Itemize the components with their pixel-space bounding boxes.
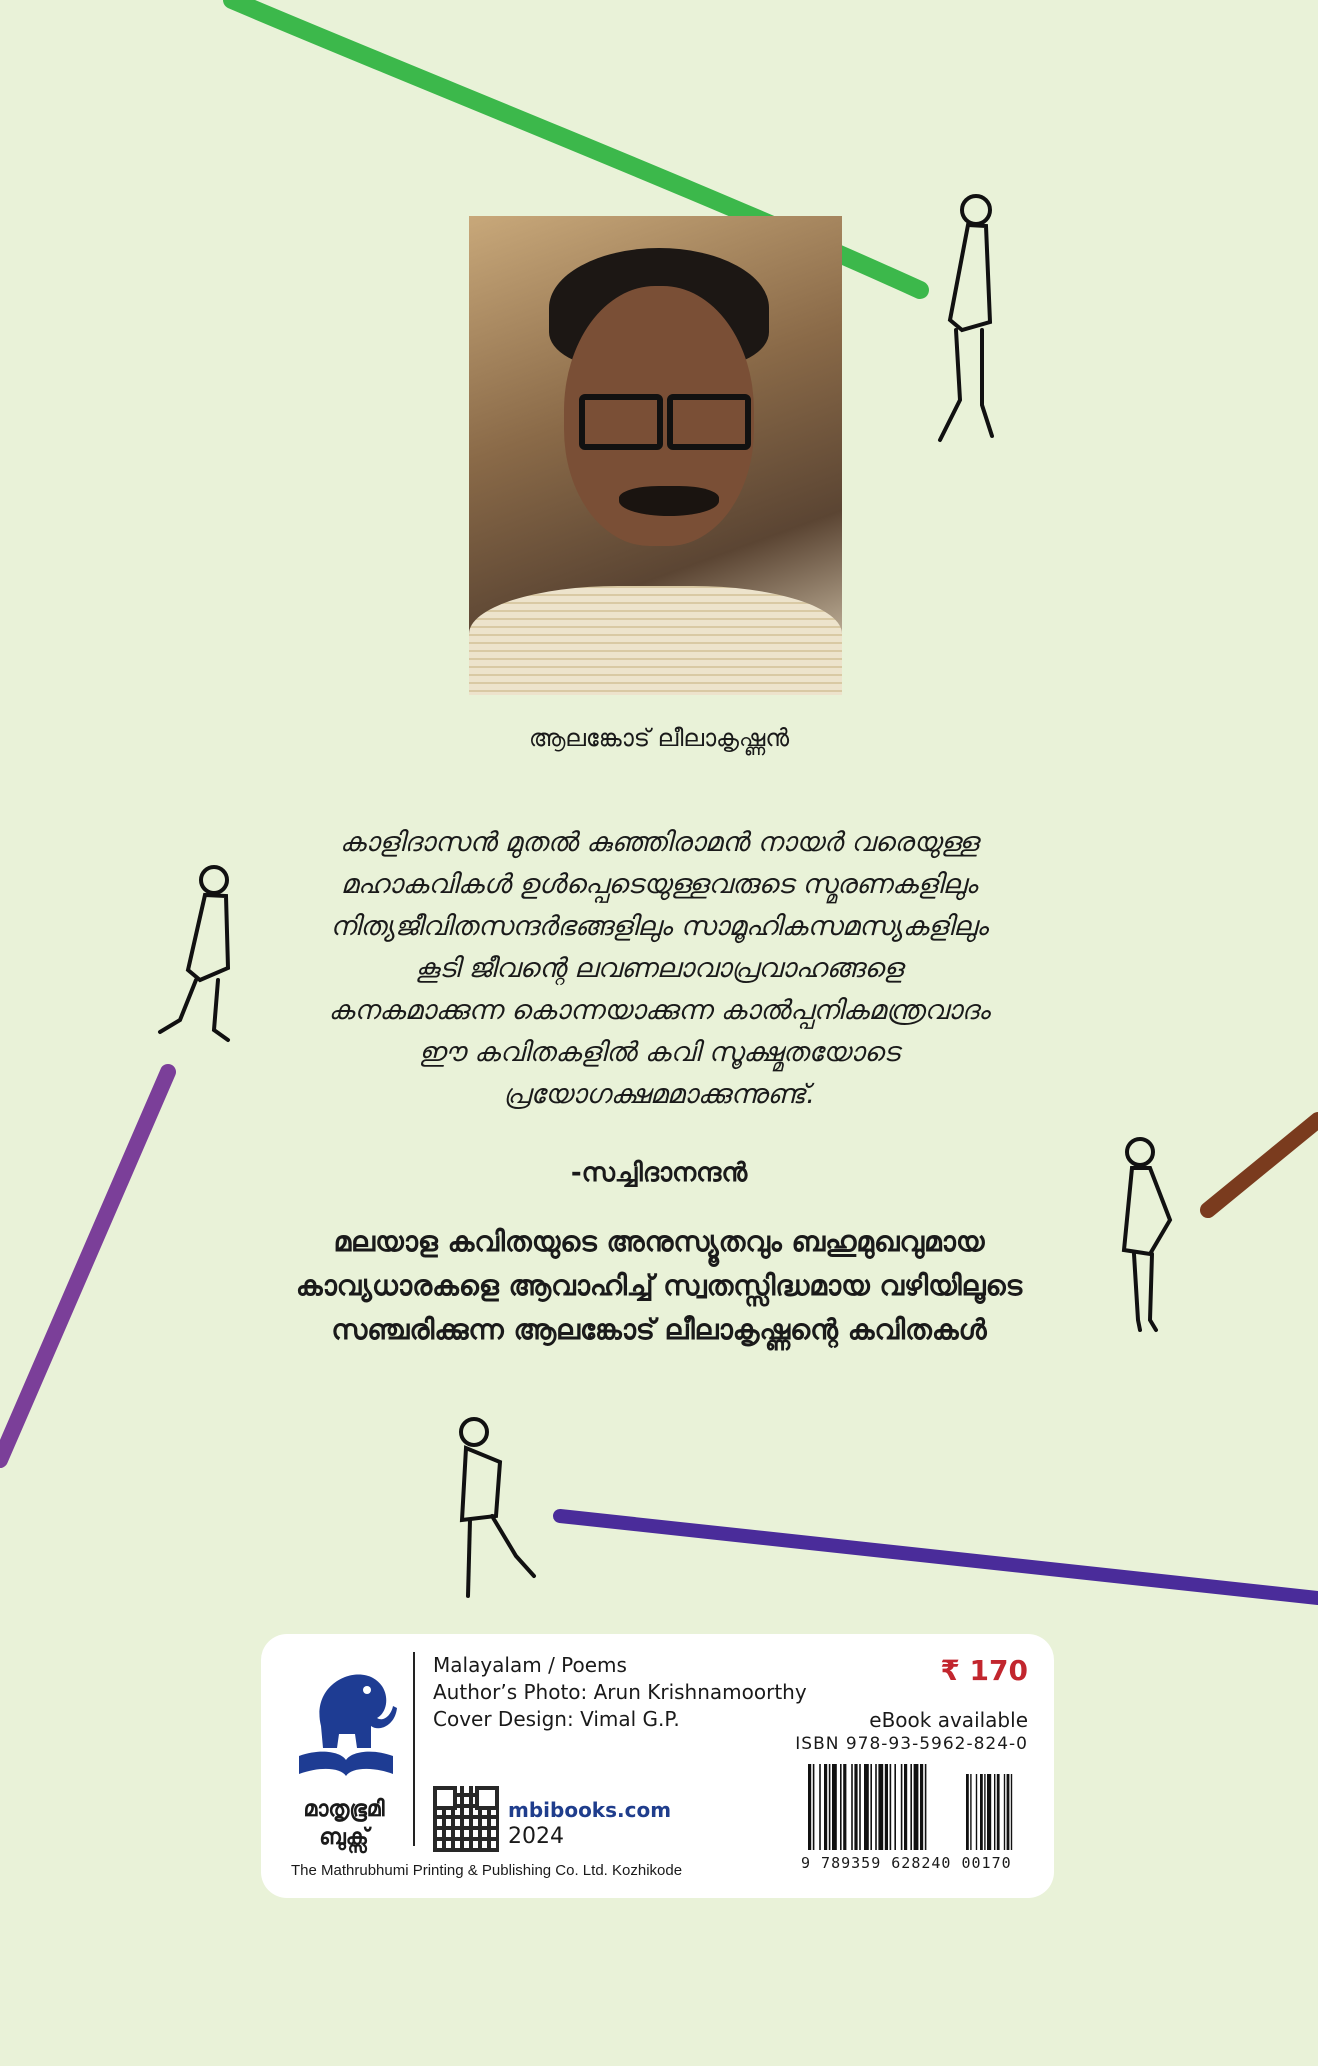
barcode-bar (832, 1764, 837, 1850)
qr-code-icon (433, 1786, 499, 1852)
printer-name: The Mathrubhumi Printing & Publishing Co. Ltd. Kozhikode (291, 1862, 683, 1879)
tagline-line: കാവ്യധാരകളെ ആവാഹിച്ച് സ്വതസ്സിദ്ധമായ വഴിയിലൂടെ (295, 1269, 1023, 1302)
barcode-bar (843, 1764, 846, 1850)
glasses-left-lens (579, 394, 663, 450)
barcode-bar (870, 1764, 872, 1850)
barcode-bar (914, 1764, 919, 1850)
book-tagline (200, 1220, 1118, 1352)
card-divider (413, 1652, 415, 1846)
book-credits (433, 1652, 807, 1733)
publisher-name (289, 1796, 399, 1852)
walking-figure-bottom (461, 1419, 534, 1596)
barcode-bar (987, 1774, 991, 1850)
barcode-bar (878, 1764, 883, 1850)
barcode-bar (966, 1774, 969, 1850)
barcode-digits: 9 789359 628240 00170 (801, 1854, 1012, 1872)
barcode-bar (1011, 1774, 1012, 1850)
book-category: Malayalam / Poems (433, 1653, 627, 1677)
glasses-right-lens (667, 394, 751, 450)
isbn-number: ISBN 978-93-5962-824-0 (795, 1734, 1028, 1754)
book-price: ₹ 170 (940, 1654, 1028, 1687)
barcode-bar (840, 1764, 842, 1850)
barcode-bar (813, 1764, 815, 1850)
barcode-bar (980, 1774, 983, 1850)
barcode-bar (1004, 1774, 1005, 1850)
ebook-availability: eBook available (869, 1708, 1028, 1732)
barcode-bar (910, 1764, 912, 1850)
barcode-bar (875, 1764, 877, 1850)
publisher-elephant-logo-icon (291, 1656, 401, 1786)
walking-figure-left (160, 867, 228, 1040)
publisher-info-card (261, 1634, 1054, 1898)
barcode-bar (854, 1764, 857, 1850)
blurb-line: ഈ കവിതകളിൽ കവി സൂക്ഷ്മതയോടെ (418, 1037, 900, 1068)
tagline-line: സഞ്ചരിക്കുന്ന ആലങ്കോട് ലീലാകൃഷ്ണന്റെ കവിതകൾ (331, 1313, 987, 1346)
blurb-line: നിത്യജീവിതസന്ദർഭങ്ങളിലും സാമൂഹികസമസ്യകളിലും (330, 911, 988, 942)
blurb-line: കൂടി ജീവന്റെ ലവണലാവാപ്രവാഹങ്ങളെ (415, 953, 903, 984)
barcode-bar (824, 1764, 827, 1850)
barcode-bar (819, 1764, 821, 1850)
publisher-name-line: മാതൃഭൂമി (303, 1797, 385, 1822)
blurb-line: മഹാകവികൾ ഉൾപ്പെടെയുള്ളവരുടെ സ്മരണകളിലും (340, 869, 978, 900)
author-shirt (469, 586, 842, 695)
photo-credit: Author’s Photo: Arun Krishnamoorthy (433, 1680, 807, 1704)
barcode-bar (808, 1764, 811, 1850)
author-photo-caption: ആലങ്കോട് ലീലാകൃഷ്ണൻ (528, 724, 790, 752)
barcode-bar (920, 1764, 923, 1850)
blurb-line: പ്രയോഗക്ഷമമാക്കുന്നുണ്ട്. (503, 1079, 815, 1110)
barcode-bar (994, 1774, 995, 1850)
barcode-bar (904, 1764, 907, 1850)
tagline-line: മലയാള കവിതയുടെ അനുസ്യൂതവും ബഹുമുഖവുമായ (333, 1225, 985, 1258)
cover-design-credit: Cover Design: Vimal G.P. (433, 1707, 680, 1731)
walking-figure-top-right (940, 196, 992, 440)
publisher-name-line: ബുക്സ് (319, 1825, 369, 1850)
barcode-bar (829, 1764, 831, 1850)
barcode-bar (894, 1764, 896, 1850)
barcode-bar (859, 1764, 861, 1850)
publication-year: 2024 (508, 1824, 564, 1849)
barcode-bar (970, 1774, 971, 1850)
blurb-line: കനകമാക്കുന്ന കൊന്നയാക്കുന്ന കാൽപ്പനികമന്ത്രവാദം (328, 995, 990, 1026)
isbn-barcode-icon (806, 1764, 1026, 1850)
publisher-website: mbibooks.com (508, 1798, 672, 1822)
barcode-bar (864, 1764, 869, 1850)
blurb-attribution: -സച്ചിദാനന്ദൻ (570, 1158, 748, 1188)
barcode-bar (997, 1774, 1000, 1850)
blurb-quote (230, 822, 1088, 1116)
author-photo (469, 216, 842, 695)
purple-line (0, 1072, 168, 1460)
barcode-bar (925, 1764, 927, 1850)
barcode-bar (890, 1764, 892, 1850)
blurb-line: കാളിദാസൻ മുതൽ കുഞ്ഞിരാമൻ നായർ വരെയുള്ള (339, 827, 979, 858)
barcode-bar (1007, 1774, 1010, 1850)
barcode-bar (885, 1764, 888, 1850)
barcode-bar (984, 1774, 985, 1850)
barcode-bar (851, 1764, 853, 1850)
barcode-bar (976, 1774, 977, 1850)
indigo-line (560, 1516, 1318, 1598)
author-mustache (619, 486, 719, 516)
barcode-bar (901, 1764, 903, 1850)
